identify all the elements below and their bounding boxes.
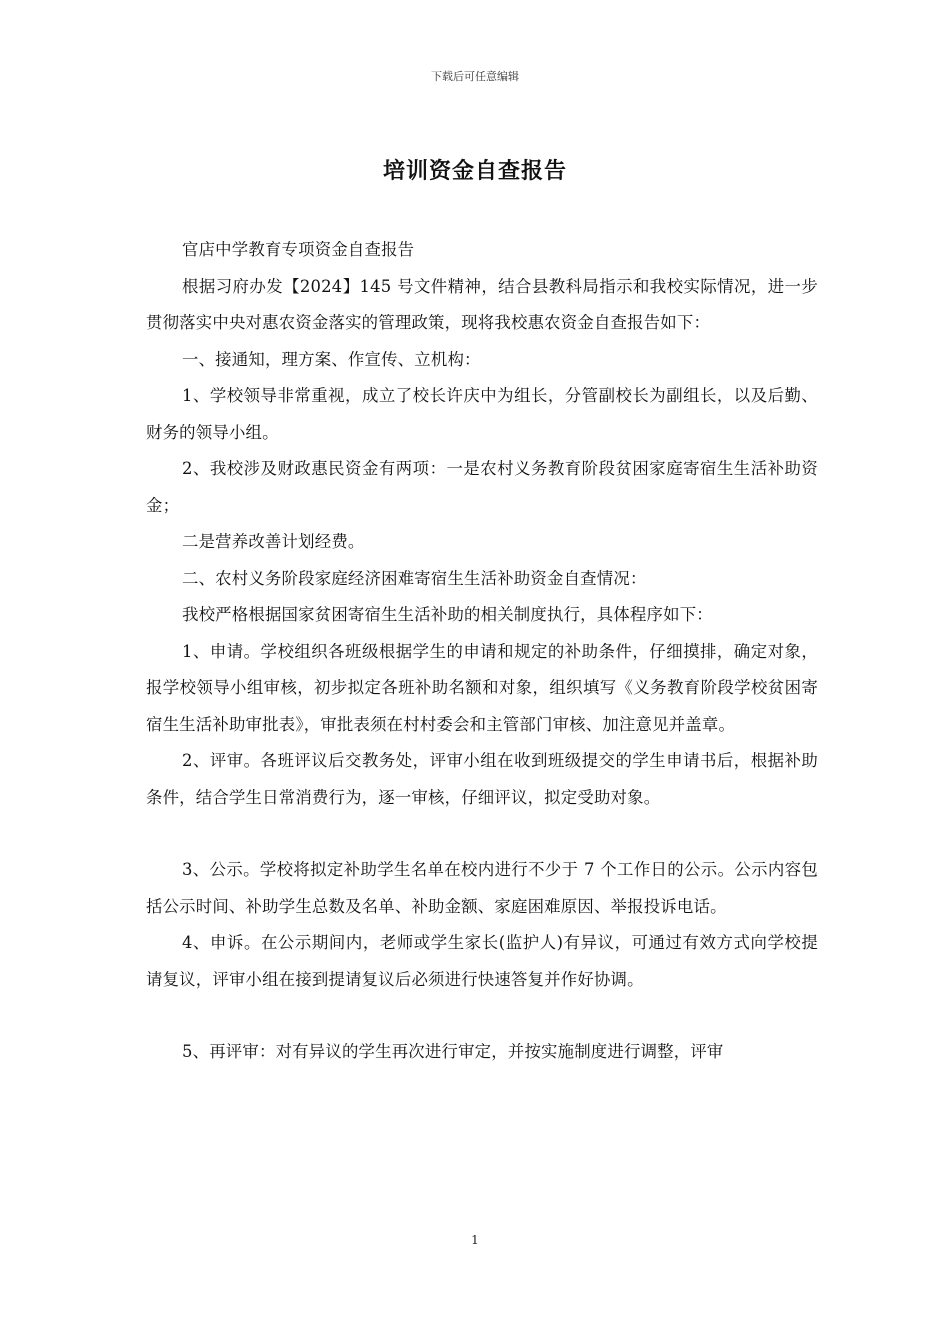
paragraph: 我校严格根据国家贫困寄宿生生活补助的相关制度执行，具体程序如下： <box>182 605 713 624</box>
paragraph: 二是营养改善计划经费。 <box>182 532 365 551</box>
page-number: 1 <box>471 1233 479 1247</box>
paragraph: 根据习府办发【2024】145 号文件精神，结合县教科局指示和我校实际情况，进一步贯彻落实中央对惠农资金落实的管理政策，现将我校惠农资金自查报告如下： <box>146 276 818 332</box>
paragraph: 3、公示。学校将拟定补助学生名单在校内进行不少于 7 个工作日的公示。公示内容包括公示时间、补助学生总数及名单、补助金额、家庭困难原因、举报投诉电话。 <box>146 860 818 916</box>
document-body <box>146 232 818 1071</box>
paragraph: 2、评审。各班评议后交教务处，评审小组在收到班级提交的学生申请书后，根据补助条件，结合学生日常消费行为，逐一审核，仔细评议，拟定受助对象。 <box>146 751 818 807</box>
page-header-note: 下载后可任意编辑 <box>431 70 519 83</box>
paragraph: 1、申请。学校组织各班级根据学生的申请和规定的补助条件，仔细摸排，确定对象，报学校领导小组审核，初步拟定各班补助名额和对象，组织填写《义务教育阶段学校贫困寄宿生生活补助审批表》，审批表须在村村委会和主管部门审核、加注意见并盖章。 <box>146 641 818 734</box>
paragraph: 5、再评审：对有异议的学生再次进行审定，并按实施制度进行调整，评审 <box>182 1042 724 1061</box>
document-title: 培训资金自查报告 <box>382 159 567 184</box>
paragraph: 2、我校涉及财政惠民资金有两项：一是农村义务教育阶段贫困家庭寄宿生生活补助资金； <box>146 459 818 515</box>
paragraph: 1、学校领导非常重视，成立了校长许庆中为组长，分管副校长为副组长，以及后勤、财务的领导小组。 <box>146 386 818 442</box>
paragraph: 二、农村义务阶段家庭经济困难寄宿生生活补助资金自查情况： <box>182 568 647 588</box>
paragraph: 4、申诉。在公示期间内，老师或学生家长(监护人)有异议，可通过有效方式向学校提请复议，评审小组在接到提请复议后必须进行快速答复并作好协调。 <box>146 933 818 989</box>
paragraph: 一、接通知，理方案、作宣传、立机构： <box>182 349 481 369</box>
paragraph: 官店中学教育专项资金自查报告 <box>182 240 415 259</box>
